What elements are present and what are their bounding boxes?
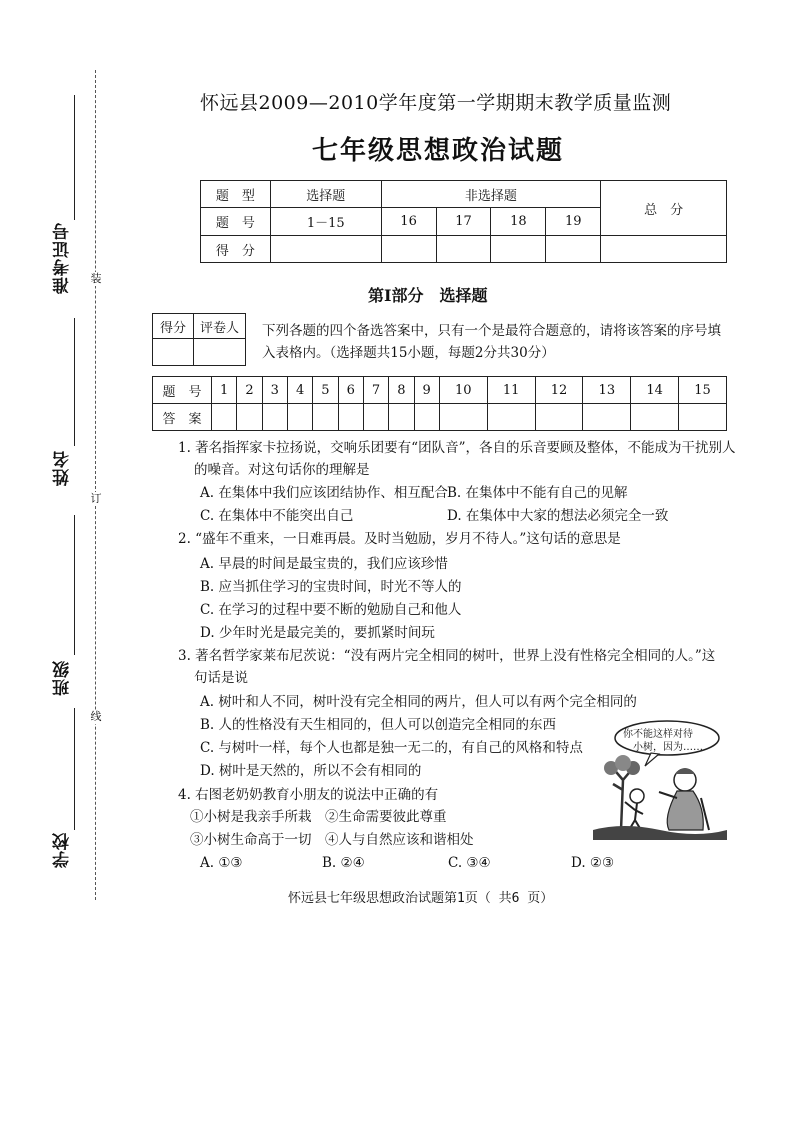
score-blank[interactable]	[601, 236, 727, 263]
side-line-name	[74, 318, 75, 446]
answer-blank-6[interactable]	[338, 404, 363, 431]
score-cell-total: 总 分	[601, 181, 727, 236]
binding-mark-zhuang: 装	[90, 272, 102, 285]
question-2-stem: 2. “盛年不重来，一日难再晨。及时当勉励，岁月不待人。”这句话的意思是	[178, 531, 621, 547]
answer-blank-8[interactable]	[389, 404, 414, 431]
q2-option-a: A. 早晨的时间是最宝贵的，我们应该珍惜	[200, 556, 448, 572]
score-cell-18: 18	[491, 208, 546, 236]
q4-option-c: C. ③④	[448, 855, 491, 871]
q3-option-b: B. 人的性格没有天生相同的，但人可以创造完全相同的东西	[200, 717, 557, 733]
q2-option-b: B. 应当抓住学习的宝贵时间，时光不等人的	[200, 579, 462, 595]
answer-number-4: 4	[287, 377, 312, 404]
exam-header-title: 怀远县2009—2010学年度第一学期期末教学质量监测	[200, 92, 672, 114]
score-cell-range: 1－15	[270, 208, 381, 236]
q1-option-d: D. 在集体中大家的想法必须完全一致	[447, 508, 669, 524]
q4-option-d: D. ②③	[571, 855, 615, 871]
q4-items-1: ①小树是我亲手所栽 ②生命需要彼此尊重	[190, 809, 447, 825]
answer-blank-7[interactable]	[363, 404, 388, 431]
part1-instruction: 下列各题的四个备选答案中，只有一个是最符合题意的，请将该答案的序号填入表格内。（选择题共15小题，每题2分共30分）	[262, 323, 721, 361]
score-cell-19: 19	[546, 208, 601, 236]
answer-number-15: 15	[679, 377, 727, 404]
score-cell-nonchoice: 非选择题	[381, 181, 601, 208]
answer-blank-1[interactable]	[212, 404, 237, 431]
cartoon-speech-line-1: 你不能这样对待	[623, 729, 693, 740]
answer-blank-3[interactable]	[262, 404, 287, 431]
answer-blank-15[interactable]	[679, 404, 727, 431]
binding-mark-ding: 订	[90, 492, 102, 505]
answer-blank-5[interactable]	[313, 404, 338, 431]
answer-blank-11[interactable]	[487, 404, 535, 431]
binding-dotted-line	[95, 70, 96, 900]
q1-option-c: C. 在集体中不能突出自己	[200, 508, 354, 524]
answer-blank-14[interactable]	[631, 404, 679, 431]
score-blank[interactable]	[436, 236, 491, 263]
answer-number-13: 13	[583, 377, 631, 404]
part1-title: 第Ⅰ部分 选择题	[368, 286, 488, 305]
q3-option-a: A. 树叶和人不同，树叶没有完全相同的两片，但人可以有两个完全相同的	[200, 694, 637, 710]
q3-option-d: D. 树叶是天然的，所以不会有相同的	[200, 763, 422, 779]
side-line-exam-number	[74, 95, 75, 220]
grader-box	[152, 313, 246, 366]
score-blank[interactable]	[381, 236, 436, 263]
answer-number-2: 2	[237, 377, 262, 404]
score-blank[interactable]	[546, 236, 601, 263]
grader-reviewer-blank[interactable]	[194, 339, 246, 366]
answer-number-8: 8	[389, 377, 414, 404]
question-4-stem: 4. 右图老奶奶教育小朋友的说法中正确的有	[178, 787, 439, 803]
grader-score-label: 得分	[153, 314, 194, 339]
side-label-name: 姓名	[53, 450, 73, 486]
answer-number-10: 10	[439, 377, 487, 404]
grader-score-blank[interactable]	[153, 339, 194, 366]
answer-number-3: 3	[262, 377, 287, 404]
side-label-exam-number: 准考证号	[53, 222, 73, 294]
question-3-line-2: 句话是说	[194, 670, 248, 686]
score-blank[interactable]	[491, 236, 546, 263]
side-label-class: 班级	[53, 660, 73, 696]
score-cell-score-label: 得 分	[201, 236, 271, 263]
score-cell-number-label: 题 号	[201, 208, 271, 236]
q3-option-c: C. 与树叶一样，每个人也都是独一无二的，有自己的风格和特点	[200, 740, 583, 756]
answer-row-answer-label: 答 案	[153, 404, 212, 431]
answer-number-12: 12	[535, 377, 583, 404]
answer-number-1: 1	[212, 377, 237, 404]
grader-reviewer-label: 评卷人	[194, 314, 246, 339]
side-line-class	[74, 515, 75, 655]
exam-subject-title: 七年级思想政治试题	[312, 136, 565, 166]
score-table	[200, 180, 727, 263]
q2-option-d: D. 少年时光是最完美的，要抓紧时间玩	[200, 625, 435, 641]
question-3-stem	[178, 645, 715, 689]
answer-blank-10[interactable]	[439, 404, 487, 431]
cartoon-speech-line-2: 小树，因为……	[633, 742, 703, 753]
score-cell-type-label: 题 型	[201, 181, 271, 208]
binding-mark-xian: 线	[90, 710, 102, 723]
q4-option-b: B. ②④	[322, 855, 365, 871]
answer-blank-9[interactable]	[414, 404, 439, 431]
score-cell-16: 16	[381, 208, 436, 236]
score-blank[interactable]	[270, 236, 381, 263]
side-label-school: 学校	[53, 832, 73, 868]
question-1-line-2: 的噪音。对这句话你的理解是	[194, 462, 370, 478]
answer-row-number-label: 题 号	[153, 377, 212, 404]
answer-blank-13[interactable]	[583, 404, 631, 431]
answer-table	[152, 376, 727, 431]
answer-blank-2[interactable]	[237, 404, 262, 431]
score-cell-17: 17	[436, 208, 491, 236]
q4-items-2: ③小树生命高于一切 ④人与自然应该和谐相处	[190, 832, 474, 848]
answer-number-7: 7	[363, 377, 388, 404]
question-3-line-1: 3. 著名哲学家莱布尼茨说：“没有两片完全相同的树叶，世界上没有性格完全相同的人。”这	[178, 648, 716, 664]
side-line-school	[74, 708, 75, 830]
score-cell-choice: 选择题	[270, 181, 381, 208]
answer-blank-4[interactable]	[287, 404, 312, 431]
answer-number-5: 5	[313, 377, 338, 404]
cartoon-illustration	[593, 718, 727, 840]
question-1-stem	[178, 437, 735, 481]
answer-number-9: 9	[414, 377, 439, 404]
question-1-line-1: 1. 著名指挥家卡拉扬说，交响乐团要有“团队音”，各自的乐音要顾及整体，不能成为干扰别人	[178, 440, 736, 456]
answer-blank-12[interactable]	[535, 404, 583, 431]
q1-option-b: B. 在集体中不能有自己的见解	[447, 485, 628, 501]
answer-number-11: 11	[487, 377, 535, 404]
answer-number-14: 14	[631, 377, 679, 404]
q1-option-a: A. 在集体中我们应该团结协作、相互配合	[200, 485, 448, 501]
q4-option-a: A. ①③	[200, 855, 243, 871]
page-footer: 怀远县七年级思想政治试题第1页（ 共6 页）	[288, 891, 554, 906]
answer-number-6: 6	[338, 377, 363, 404]
q2-option-c: C. 在学习的过程中要不断的勉励自己和他人	[200, 602, 462, 618]
